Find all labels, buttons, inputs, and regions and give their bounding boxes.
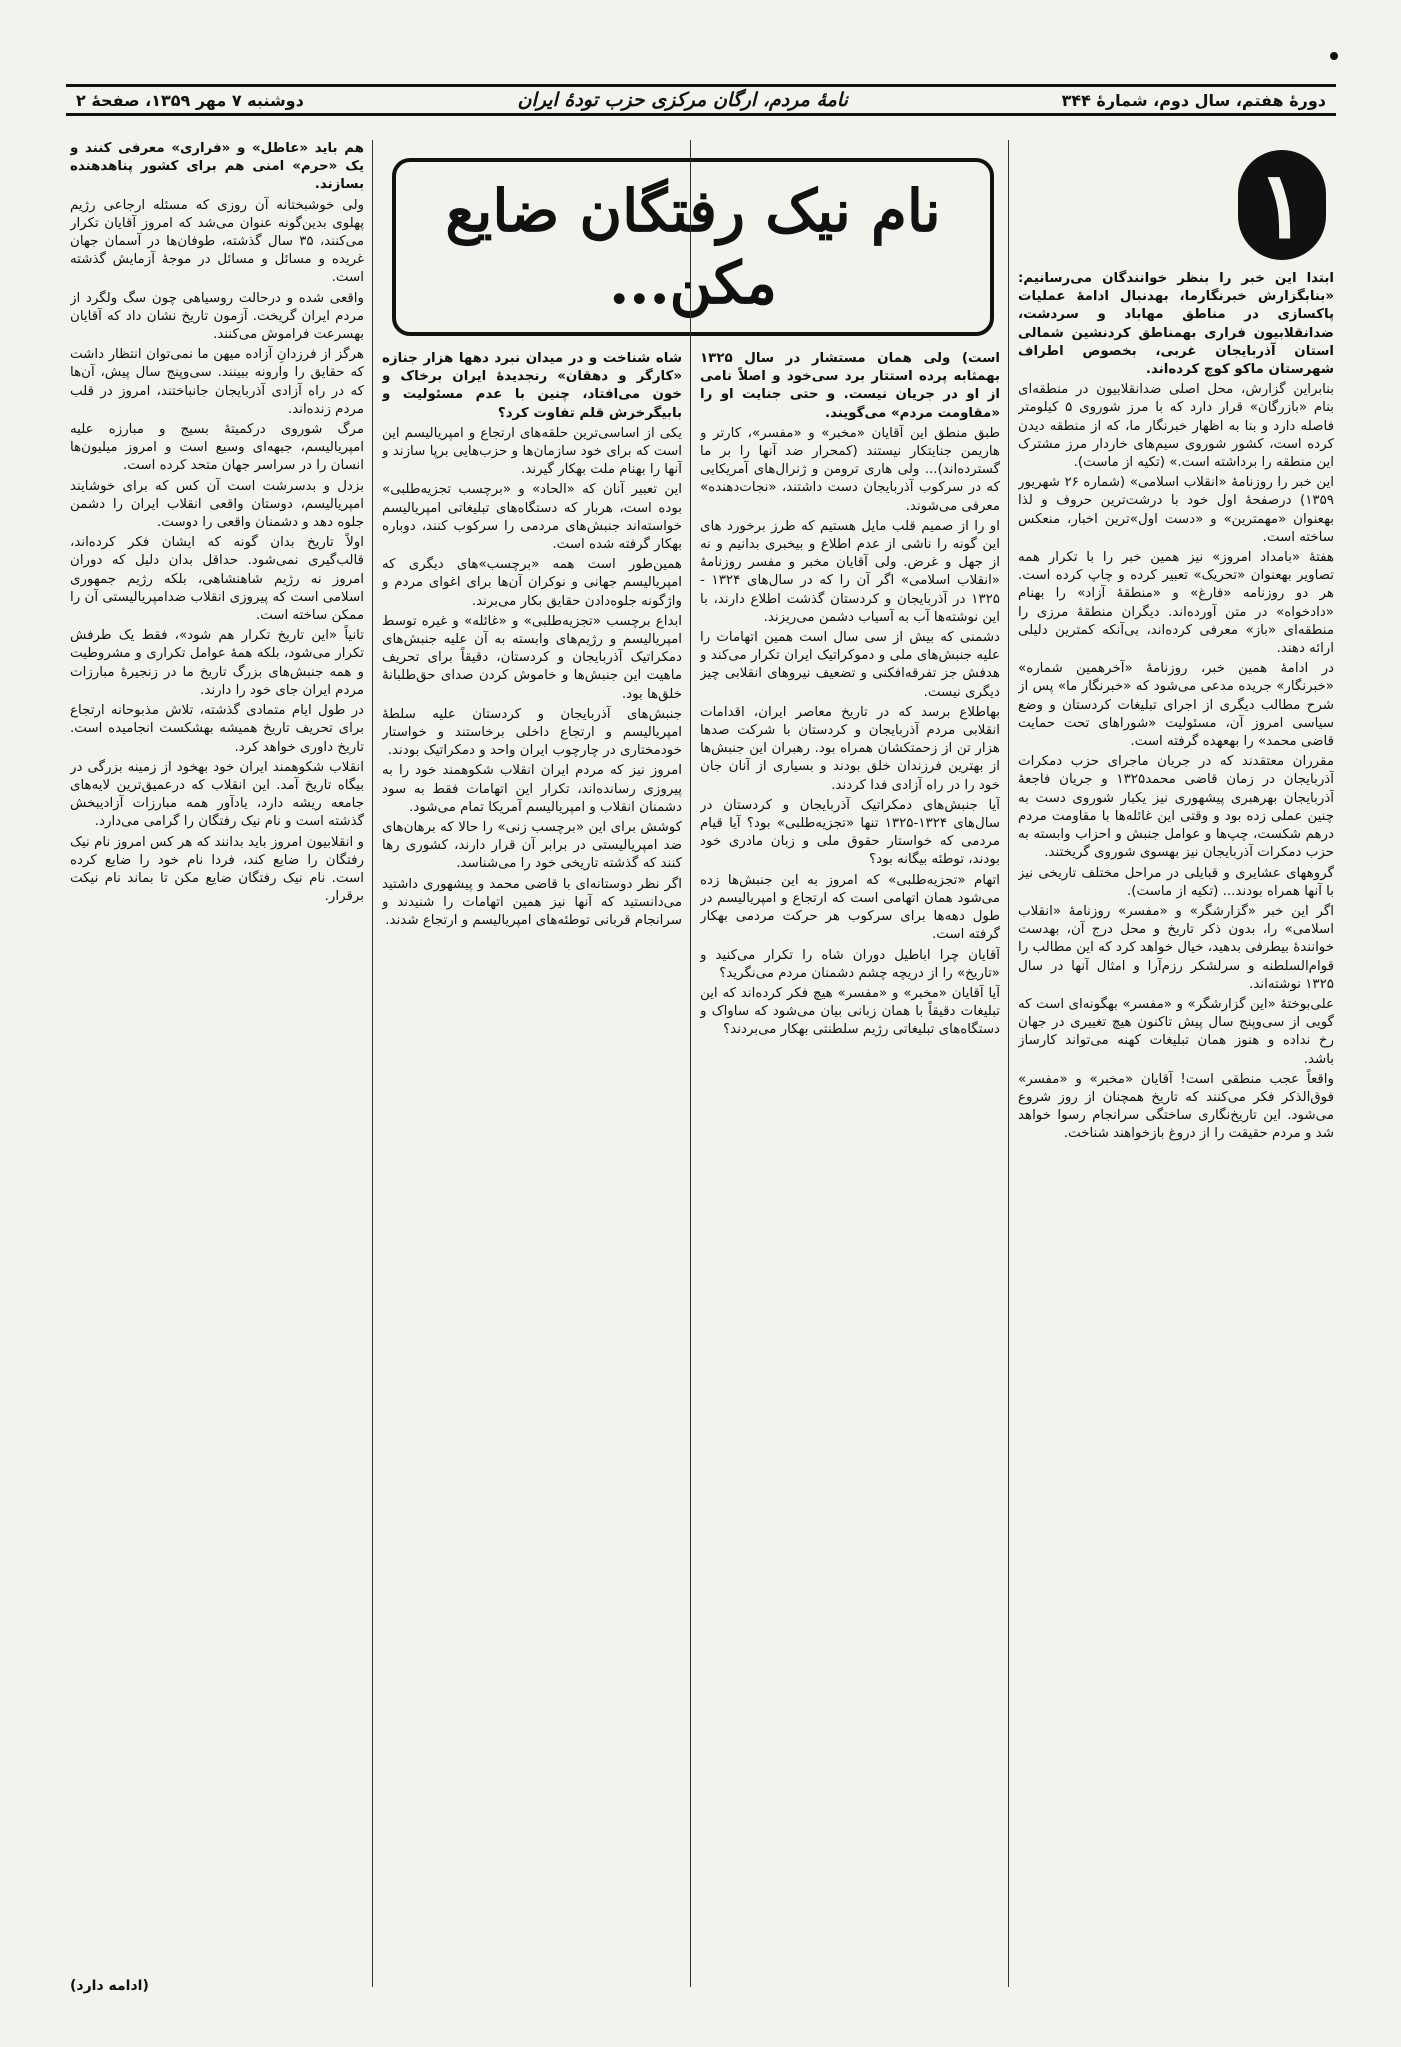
article-paragraph: هم باید «عاطل» و «فراری» معرفی کنند و یک «حرم» امنی هم برای کشور پناهدهنده بسازند. <box>70 141 364 193</box>
headline-box <box>392 158 994 336</box>
section-number-badge: ۱ <box>1238 150 1326 260</box>
header-date-page: دوشنبه ۷ مهر ۱۳۵۹، صفحهٔ ۲ <box>76 90 304 110</box>
article-paragraph: بهاطلاع برسد که در تاریخ معاصر ایران، اقدامات انقلابی مردم آذربایجان و کردستان با شرکت صدها هزار تن از زحمتکشان همراه بود. رهبران این جنبش‌ها از بهترین فرزندان خلق بودند و بسیاری از آنان جان خود را در راه آزادی فدا کردند. <box>700 704 1000 793</box>
column-rule <box>690 140 691 1987</box>
article-paragraph: مقرران معتقدند که در جریان ماجرای حزب دمکرات آذربایجان در زمان قاضی محمد۱۳۲۵ و جریان فاجعهٔ آذربایجان بهرهبری پیشهوری نیز یکبار شوروی دست به چنین عملی زده بود و وقتی این غائله‌ها با مقاومت مردم درهم شکست، چپ‌ها و عوامل جنبش و احزاب وابسته به حزب دمکرات آذربایجان نیز بهسوی شوروی گریختند. <box>1018 754 1334 861</box>
page-header <box>66 84 1336 116</box>
article-paragraph: در طول ایام متمادی گذشته، تلاش مذبوحانه ارتجاع برای تحریف تاریخ همیشه بهشکست انجامیده است. تاریخ داوری خواهد کرد. <box>70 703 364 755</box>
headline-line-2: مکن... <box>609 249 777 317</box>
article-paragraph: ولی خوشبختانه آن روزی که مسئله ارجاعی رژیم پهلوی بدین‌گونه عنوان می‌شد که امروز آقایان تکرار می‌کنند، ۳۵ سال گذشته، طوفان‌ها در آسمان جهان غریده و مسائل و مسائل در موجهٔ آزمایش گذشته است. <box>70 197 364 286</box>
article-paragraph: ابتدا این خبر را بنظر خوانندگان می‌رسانیم: «بنابگزارش خبرنگارما، بهدنبال ادامهٔ عملیات پاکسازی در مناطق مهاباد و سردشت، ضدانقلابیون فراری بهمناطق کردنشین شمالی استان آذربایجان غربی، بخصوص اطراف شهرستان ماکو کوچ کرده‌اند. <box>1018 271 1334 378</box>
article-paragraph: همین‌طور است همه «برچسب»‌های دیگری که امپریالیسم جهانی و نوکران آن‌ها برای اغوای مردم و واژگونه جلوه‌دادن حقایق بکار می‌برند. <box>382 557 682 609</box>
header-masthead: نامهٔ مردم، ارگان مرکزی حزب تودهٔ ایران <box>517 89 848 111</box>
column-rule <box>372 140 373 1987</box>
article-column-2 <box>700 350 1000 1987</box>
article-paragraph: و انقلابیون امروز باید بدانند که هر کس امروز نام نیک رفتگان را ضایع کند، فردا نام خود را ضایع کرده است. نام نیک رفتگان ضایع مکن تا بماند نام نیکت برقرار. <box>70 834 364 905</box>
article-paragraph: این تعبیر آنان که «الحاد» و «برچسب تجزیه‌طلبی» بوده است، هربار که دستگاه‌های تبلیغاتی امپریالیسم خواسته‌اند جنبش‌های مردمی را سرکوب کنند، دوباره بهکار گرفته شده است. <box>382 482 682 553</box>
article-column-4 <box>70 140 364 1967</box>
header-issue-info: دورهٔ هفتم، سال دوم، شمارهٔ ۳۴۴ <box>1061 90 1326 110</box>
article-paragraph: شاه شناخت و در میدان نبرد دهها هزار جنازه «کارگر و دهقان» رنجدیدهٔ ایران برخاک و خون می‌افتاد، چنین با عدم مسئولیت و بابیگرخرش قلم تفاوت کرد؟ <box>382 351 682 421</box>
article-paragraph: هرگز از فرزدانِ آزاده میهن ما نمی‌توان انتظار داشت که حقایق را وارونه ببینند. سی‌وپنج سال پیش، آن‌ها که در راه آزادی آذربایجان جانباختند، امروز در قلب مردم زنده‌اند. <box>70 347 364 417</box>
article-paragraph: واقعی شده و درحالت روسیاهی چون سگ ولگرد از مردم ایران گریخت. آزمون تاریخ نشان داد که آقایان بهسرعت فراموش می‌کنند. <box>70 290 364 343</box>
article-paragraph: کوشش برای این «برچسب زنی» را حالا که برهان‌های ضد امپریالیستی در برابر آن قرار دارند، کشوری رها کنند که گذشته تاریخی خود را می‌شناسد. <box>382 820 682 872</box>
article-paragraph: است) ولی همان مستشار در سال ۱۳۲۵ بهمثابه پرده استتار برد سی‌خود و اصلاً نامی از او در جریان نیست. و حتی جنایت او را «مقاومت مردم» می‌گویند. <box>700 351 1000 421</box>
continued-note: (ادامه دارد) <box>70 1978 149 1994</box>
headline-line-1: نام نیک رفتگان ضایع <box>445 177 941 245</box>
article-paragraph: آیا آقایان «مخبر» و «مفسر» هیچ فکر کرده‌اند که این تبلیغات دقیقاً با همان زبانی بیان می‌شود که ساواک و دستگاه‌های تبلیغاتی رژیم سلطنتی بهکار می‌بردند؟ <box>700 985 1000 1038</box>
article-paragraph: در ادامهٔ همین خبر، روزنامهٔ «آخرهمین شماره» «خبرنگار» جریده مدعی می‌شود که «خبرنگار ما» پس از شرح مطالب دیگری از اجرای تبلیغات کردستان و وضع سیاسی امروز آن، مسئولیت «شوراهای تحت حمایت قاضی محمد» را بهعهده گرفته است. <box>1018 661 1334 750</box>
article-paragraph: اتهام «تجزیه‌طلبی» که امروز به این جنبش‌ها زده می‌شود همان اتهامی است که ارتجاع و امپریالیسم در طول دهه‌ها برای سرکوب هر حرکت مردمی بهکار گرفته است. <box>700 872 1000 943</box>
article-paragraph: بنابراین گزارش، محل اصلی ضدانقلابیون در منطقه‌ای بنام «بازرگان» قرار دارد که با مرز شوروی ۵ کیلومتر فاصله دارد و بنا به اظهار خبرنگار ما، که از منطقه دیدن کرده است، کشور شوروی سیم‌های خاردار مرز مشترک این منطقه را برداشته است.» (تکیه از ماست). <box>1018 382 1334 471</box>
article-paragraph: جنبش‌های آذربایجان و کردستان علیه سلطهٔ امپریالیسم و ارتجاع داخلی برخاستند و خواستار خودمختاری در چارچوب ایران واحد و دمکراتیک بودند. <box>382 706 682 759</box>
article-paragraph: اگر نظر دوستانه‌ای با قاضی محمد و پیشهوری داشتید می‌دانستید که آنها نیز همین اتهامات را شنیدند و سرانجام قربانی توطئه‌های امپریالیسم و ارتجاع شدند. <box>382 876 682 929</box>
article-column-1 <box>1018 270 1334 1987</box>
article-paragraph: این خبر را روزنامهٔ «انقلاب اسلامی» (شماره ۲۶ شهریور ۱۳۵۹) درصفحهٔ اول خود با درشت‌ترین حروف و لذا بهعنوان «مهمترین» و «دست اول»ترین اخبار، منعکس ساخته است. <box>1018 475 1334 545</box>
article-paragraph: هفتهٔ «بامداد امروز» نیز همین خبر را با تکرار همه تصاویر بهعنوان «تحریک» تعبیر کرده و چاپ کرده است. هر دو روزنامه «فارغ» و «منطقهٔ آزاد» را بهنام «دادخواه» در متن آورده‌اند. دیگران منطقهٔ مرزی را منطقه‌ای «باز» معرفی کرده‌اند، بی‌آنکه کمترین دلیلی ارائه دهند. <box>1018 550 1334 657</box>
article-paragraph: یکی از اساسی‌ترین حلقه‌های ارتجاع و امپریالیسم این است که برای خود سازمان‌ها و حزب‌هایی برپا سازند و آنها را بهنام ملت بهکار گیرند. <box>382 425 682 478</box>
article-paragraph: آیا جنبش‌های دمکراتیک آذربایجان و کردستان در سال‌های ۱۳۲۴-۱۳۲۵ تنها «تجزیه‌طلبی» بود؟ آیا قیام مردمی که خواستار حقوق ملی و زبان مادری خود بودند، توطئه بیگانه بود؟ <box>700 797 1000 868</box>
article-paragraph: ابداع برچسب «تجزیه‌طلبی» و «غائله» و غیره توسط امپریالیسم و رژیم‌های وابسته به آن علیه جنبش‌های دمکراتیک آذربایجان و کردستان، دقیقاً برای تحریف ماهیت این جنبش‌ها و خاموش کردن صدای حق‌طلبانهٔ خلق‌ها بود. <box>382 613 682 702</box>
article-paragraph: واقعاً عجب منطقی است! آقایان «مخبر» و «مفسر» فوق‌الذکر فکر می‌کنند که تاریخ همچنان از روز شروع می‌شود. این تاریخ‌نگاری ساختگی سرانجام رسوا خواهد شد و مردم حقیقت را از دروغ بازخواهند شناخت. <box>1018 1071 1334 1142</box>
column-rule <box>1008 140 1009 1987</box>
article-paragraph: طبق منطق این آقایان «مخبر» و «مفسر»، کارتر و هاریمن جنایتکار نیستند (کمحرار ضد آنها را بر ما گسترده‌اند)... ولی هاری ترومن و ژنرال‌های آمریکایی که در سرکوب آذربایجان دست داشتند، «نجات‌دهنده» معرفی می‌شوند. <box>700 425 1000 514</box>
article-paragraph: بزدل و بدسرشت است آن کس که برای خوشایند امپریالیسم، دوستان واقعی انقلاب ایران را دشمن جلوه دهد و دشمنان واقعی را دوست. <box>70 478 364 531</box>
article-paragraph: اولاً تاریخ بدان گونه که ایشان فکر کرده‌اند، قالب‌گیری نمی‌شود. حداقل بدان دلیل که دوران امروز نه رژیم شاهنشاهی، بلکه رژیم جمهوری اسلامی است که پیروزی انقلاب ضدامپریالیستی آن را ممکن ساخته است. <box>70 535 364 624</box>
article-paragraph: تانیاً «این تاریخ تکرار هم شود»، فقط یک طرفش تکرار می‌شود، بلکه همهٔ عوامل تکراری و مشروطیت و همه جنبش‌های بزرگ تاریخ ما در زنجیرهٔ مبارزات مردم ایران جای خود را دارند. <box>70 628 364 698</box>
article-paragraph: گروههای عشایری و قبایلی در مراحل مختلف تاریخی نیز با آنها همراه بودند... (تکیه از ماست). <box>1018 865 1334 899</box>
article-column-3 <box>382 350 682 1987</box>
corner-mark <box>1330 52 1338 60</box>
article-paragraph: علی‌بوختهٔ «این گزارشگر» و «مفسر» بهگونه‌ای است که گویی از سی‌وپنج سال پیش تاکنون هیچ تغییری در جهان رخ نداده و هنوز همان تبلیغات کهنه می‌تواند کارساز باشد. <box>1018 996 1334 1067</box>
article-paragraph: دشمنی که بیش از سی سال است همین اتهامات را علیه جنبش‌های ملی و دموکراتیک ایران تکرار می‌کند و هدفش جز تفرقه‌افکنی و تضعیف نیروهای انقلابی چیز دیگری نیست. <box>700 630 1000 700</box>
article-paragraph: مرگ شوروی درکمیتهٔ بسیج و مبارزه علیه امپریالیسم، جبهه‌ای وسیع است و امروز میلیون‌ها انسان را در سراسر جهان متحد کرده است. <box>70 422 364 474</box>
article-paragraph: انقلاب شکوهمند ایران خود بهخود از زمینه بزرگی در بیگاه تاریخ آمد. این انقلاب که درعمیق‌ترین لایه‌های جامعه ریشه دارد، یادآور همه مبارزات آزادیبخش گذشته است و نام نیک رفتگان را گرامی می‌دارد. <box>70 759 364 830</box>
article-paragraph: امروز نیز که مردم ایران انقلاب شکوهمند خود را به پیروزی رسانده‌اند، تکرار این اتهامات فقط به سود دشمنان انقلاب و امپریالیسم آمریکا تمام می‌شود. <box>382 763 682 815</box>
article-paragraph: او را از صمیم قلب مایل هستیم که طرز برخورد های این گونه را ناشی از عدم اطلاع و بیخبری بدانیم و نه از جهل و غرض. ولی آقایان مخبر و مفسر روزنامهٔ «انقلاب اسلامی» اگر آن را که در سال‌های ۱۳۲۴ - ۱۳۲۵ در آذربایجان و کردستان گذشت اطلاع دارند، با این نوشته‌ها آب به آسیاب دشمن می‌ریزند. <box>700 518 1000 625</box>
article-paragraph: آقایان چرا اباطیل دوران شاه را تکرار می‌کنید و «تاریخ» را از دریچه چشم دشمنان مردم می‌نگرید؟ <box>700 947 1000 981</box>
article-paragraph: اگر این خبر «گزارشگر» و «مفسر» روزنامهٔ «انقلاب اسلامی» را، بدون ذکر تاریخ و محل درج آن، بهدست خوانندهٔ بیطرفی بدهید، خیال خواهد کرد که این مطالب را قوام‌السلطنه و سرلشکر رزم‌آرا و امثال آنها در سال ۱۳۲۵ نوشته‌اند. <box>1018 903 1334 992</box>
